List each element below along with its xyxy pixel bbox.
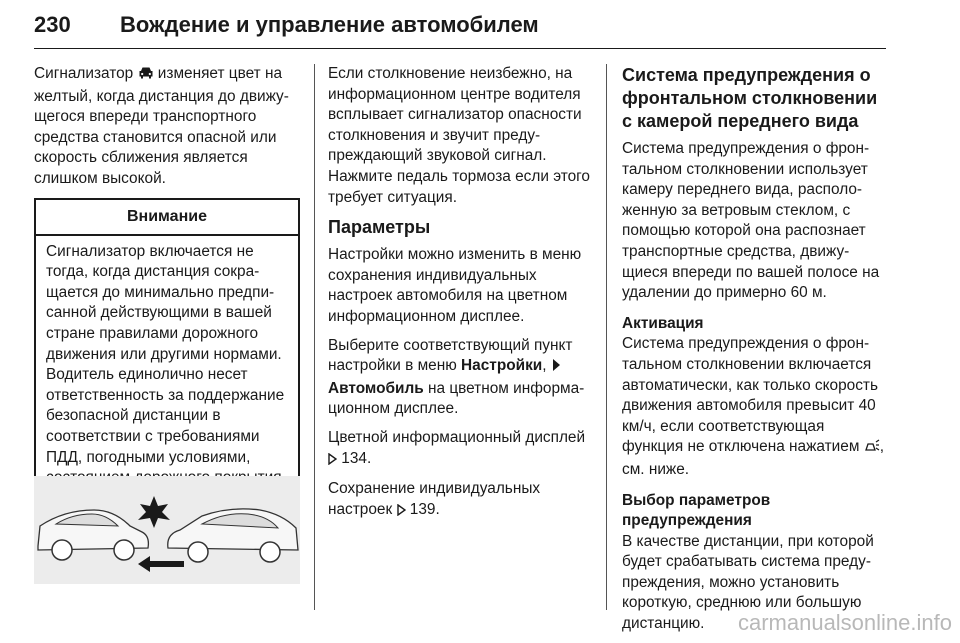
menu-text-end: на цветном информационном дисплее. [328, 379, 585, 418]
selection-paragraph: В качестве дистанции, при которой будет срабатывать система предупреждения, можно установить короткую, среднюю или большую дистанцию. [622, 532, 874, 633]
header-rule [34, 48, 886, 49]
page-title: Вождение и управление автомобилем [120, 12, 539, 37]
collision-paragraph: Если столкновение неизбежно, на информационном центре водителя всплывает сигнализатор опасности столкновения и звучит предупреждающий звуковой сигнал. Нажмите педаль тормоза если этого требует ситуация. [328, 65, 590, 206]
reference-text: Сохранение индивидуальных настроек [328, 480, 541, 518]
intro-paragraph [34, 64, 300, 190]
column-middle [328, 64, 592, 530]
fcw-heading: Система предупреждения о фронтальном столкновении с камерой переднего вида [622, 65, 878, 131]
settings-paragraph: Настройки можно изменить в меню сохранения индивидуальных настроек автомобиля на цветном информационном дисплее. [328, 246, 582, 325]
front-car-icon [168, 509, 298, 562]
warning-title: Внимание [36, 200, 298, 236]
parameters-heading: Параметры [328, 217, 431, 238]
column-divider-2 [606, 64, 607, 610]
reference-personal-settings: Сохранение индивидуальных настроек 139. [328, 479, 592, 522]
activation-text-end: , см. ниже. [622, 438, 884, 478]
menu-separator: , [542, 357, 551, 375]
reference-color-display: Цветной информационный дисплей 134. [328, 428, 592, 471]
warning-text: Сигнализатор включается не тогда, когда дистанция сокращается до минимально предписанной действующими в вашей стране правилами дорожного движения или другими нормами. Водитель единолично несет ответственность за поддержание безопасной дистанции в соответствии с требованиями ПДД, погодными условиями, [46, 242, 285, 466]
watermark: carmanualsonline.info [737, 610, 952, 635]
car-front-icon [138, 66, 154, 87]
menu-settings-label: Настройки [461, 357, 543, 375]
intro-text-start: Сигнализатор [34, 65, 138, 82]
page-header [34, 4, 886, 44]
collision-illustration [34, 476, 300, 584]
fcw-description: Система предупреждения о фронтальном столкновении использует камеру переднего вида, расположенную за ветровым стеклом, с помощью которой она распознает транспортные средства, движущиеся впереди по вашей полосе на удалении до примерно 60 м. [622, 140, 880, 302]
page-reference-icon [328, 451, 337, 472]
activation-heading: Активация [622, 314, 704, 332]
menu-vehicle-label: Автомобиль [328, 379, 424, 397]
direction-arrow-icon [138, 556, 184, 572]
reference-page: 134 [341, 449, 367, 467]
page-reference-icon [397, 502, 406, 523]
warning-box [34, 198, 300, 520]
reference-text: Цветной информационный дисплей [328, 428, 586, 446]
column-left [34, 64, 300, 519]
activation-paragraph [622, 334, 888, 480]
activation-text-start: Система предупреждения о фронтальном столкновении включается автоматически, как только скорость движения автомобиля превысит 40 км/ч, если соответствующая функция не отключена нажатием [622, 335, 878, 456]
column-divider-1 [314, 64, 315, 610]
intro-text-end: изменяет цвет на желтый, когда дистанция до движущегося впереди транспортного средства становится опасной или скорость сближения является слишком высокой. [34, 65, 289, 187]
selection-heading: Выбор параметров предупреждения [622, 491, 771, 530]
column-right [622, 64, 888, 643]
reference-page: 139 [409, 500, 436, 518]
menu-arrow-icon [551, 358, 561, 379]
menu-paragraph [328, 336, 592, 420]
rear-car-icon [38, 510, 148, 560]
collision-warning-button-icon [864, 439, 880, 460]
menu-text-start: Выберите соответствующий пункт настройки в меню [328, 336, 573, 375]
collision-star-icon [138, 496, 170, 528]
page-number: 230 [34, 12, 71, 37]
